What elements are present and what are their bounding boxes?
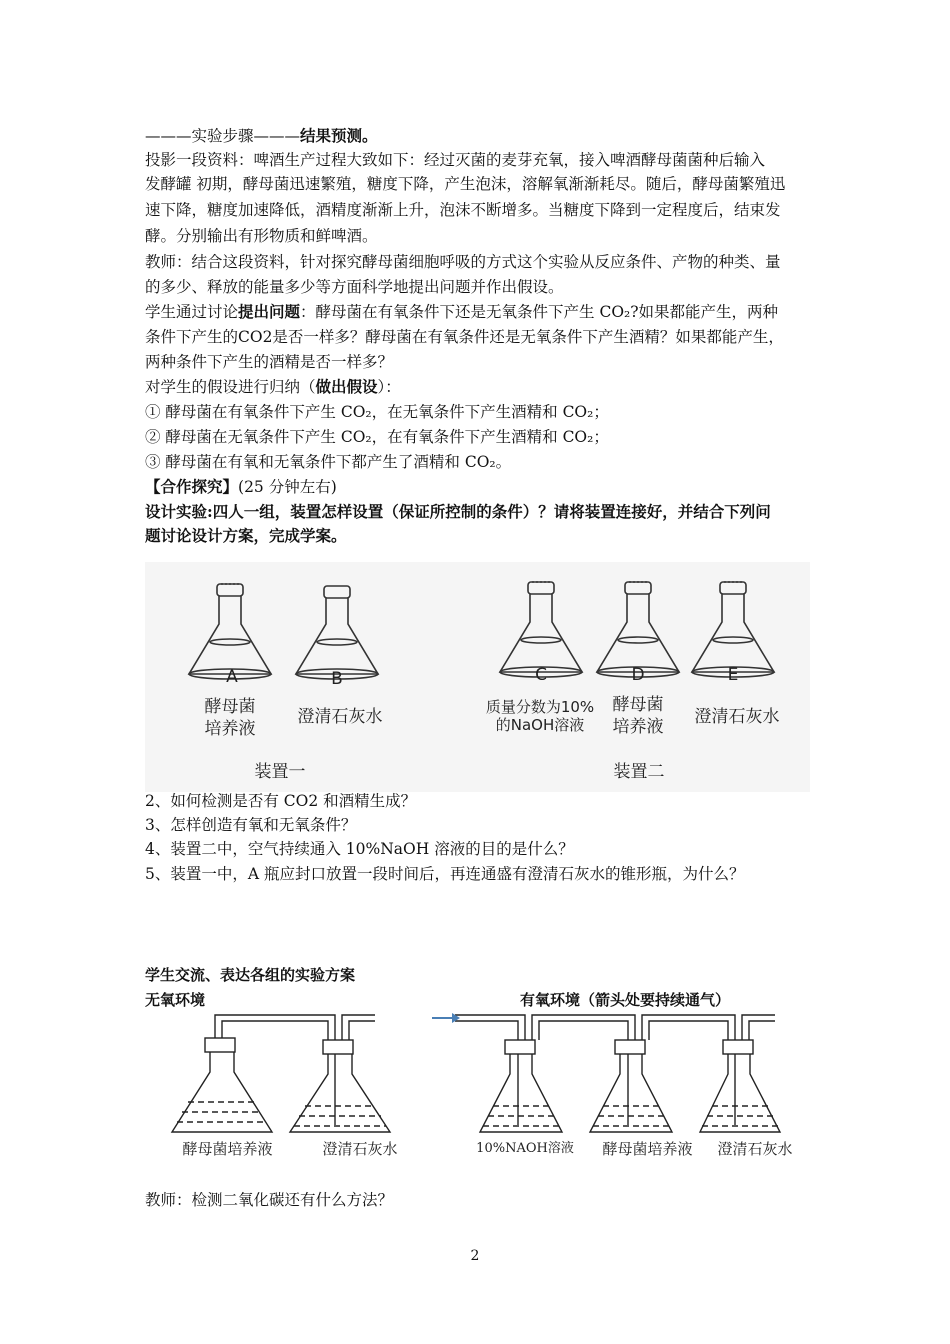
device-1-label: 装置一 xyxy=(254,762,306,782)
text-line: 条件下产生的CO2是否一样多？酵母菌在有氧条件还是无氧条件下产生酒精？如果都能产生， xyxy=(145,328,784,346)
question-5: 5、装置一中，A 瓶应封口放置一段时间后，再连通盛有澄清石灰水的锥形瓶，为什么？ xyxy=(145,865,745,883)
flask-c-label: 质量分数为10% 的NaOH溶液 xyxy=(485,698,595,734)
text-line: 的多少、释放的能量多少等方面科学地提出问题并作出假设。 xyxy=(145,278,564,296)
device-2-label: 装置二 xyxy=(613,762,665,782)
question-4: 4、装置二中，空气持续通入 10%NaOH 溶液的目的是什么？ xyxy=(145,840,574,858)
fig2-label-naoh: 10%NAOH溶液 xyxy=(476,1141,574,1156)
fig2-label-yeast: 酵母菌培养液 xyxy=(182,1140,273,1158)
text-line: 题讨论设计方案，完成学案。 xyxy=(145,526,347,545)
hypothesis-1: ① 酵母菌在有氧条件下产生 CO₂，在无氧条件下产生酒精和 CO₂； xyxy=(145,403,609,421)
hypothesis-3: ③ 酵母菌在有氧和无氧条件下都产生了酒精和 CO₂。 xyxy=(145,453,512,471)
text-line: 投影一段资料：啤酒生产过程大致如下：经过灭菌的麦芽充氧，接入啤酒酵母菌菌种后输入 xyxy=(145,151,766,169)
hypothesis-2: ② 酵母菌在无氧条件下产生 CO₂，在有氧条件下产生酒精和 CO₂； xyxy=(145,428,609,446)
text-line: ———实验步骤———结果预测。 xyxy=(145,126,378,145)
fig2-label-limewater: 澄清石灰水 xyxy=(322,1140,398,1158)
flask-b-label: 澄清石灰水 xyxy=(297,707,383,727)
text-line: 两种条件下产生的酒精是否一样多？ xyxy=(145,353,394,371)
anaerobic-setup xyxy=(172,1015,390,1132)
flask-d-label: 酵母菌 培养液 xyxy=(612,695,664,737)
figure-flasks-devices xyxy=(145,562,810,792)
text-line: 教师：结合这段资料，针对探究酵母菌细胞呼吸的方式这个实验从反应条件、产物的种类、量 xyxy=(145,253,781,271)
text-line: 发酵罐 初期，酵母菌迅速繁殖，糖度下降，产生泡沫，溶解氧渐渐耗尽。随后，酵母菌繁殖迅 xyxy=(145,175,786,193)
anaerobic-heading: 无氧环境 xyxy=(145,991,206,1009)
text-line: 速下降，糖度加速降低，酒精度渐渐上升，泡沫不断增多。当糖度下降到一定程度后，结束发 xyxy=(145,201,781,219)
aerobic-heading: 有氧环境（箭头处要持续通气） xyxy=(520,991,731,1009)
figure-setups xyxy=(160,1010,820,1145)
question-3: 3、怎样创造有氧和无氧条件？ xyxy=(145,816,357,834)
question-2: 2、如何检测是否有 CO2 和酒精生成？ xyxy=(145,792,417,810)
teacher-question: 教师：检测二氧化碳还有什么方法？ xyxy=(145,1191,394,1209)
fig2-label-limewater: 澄清石灰水 xyxy=(717,1140,793,1158)
flask-a-label: 酵母菌 培养液 xyxy=(204,697,256,739)
flask-e-label: 澄清石灰水 xyxy=(694,707,780,727)
page-number: 2 xyxy=(470,1248,480,1264)
text-line: 设计实验:四人一组，装置怎样设置（保证所控制的条件）？请将装置连接好，并结合下列问 xyxy=(145,502,771,521)
text-line: 酵。分别输出有形物质和鲜啤酒。 xyxy=(145,227,378,245)
flask-letter: E xyxy=(727,665,739,685)
fig2-label-yeast: 酵母菌培养液 xyxy=(602,1140,693,1158)
text-line: 学生通过讨论提出问题：酵母菌在有氧条件下还是无氧条件下产生 CO₂?如果都能产生，两种 xyxy=(145,302,779,321)
flask-letter: D xyxy=(631,665,645,685)
section-heading: 【合作探究】(25 分钟左右) xyxy=(145,477,337,496)
flask-letter: A xyxy=(226,667,238,687)
section-title: 学生交流、表达各组的实验方案 xyxy=(145,966,356,984)
aerobic-setup xyxy=(455,1015,780,1132)
flask-letter: B xyxy=(331,669,343,689)
text-line: 对学生的假设进行归纳（做出假设）： xyxy=(145,377,401,396)
flask-letter: C xyxy=(535,665,547,685)
